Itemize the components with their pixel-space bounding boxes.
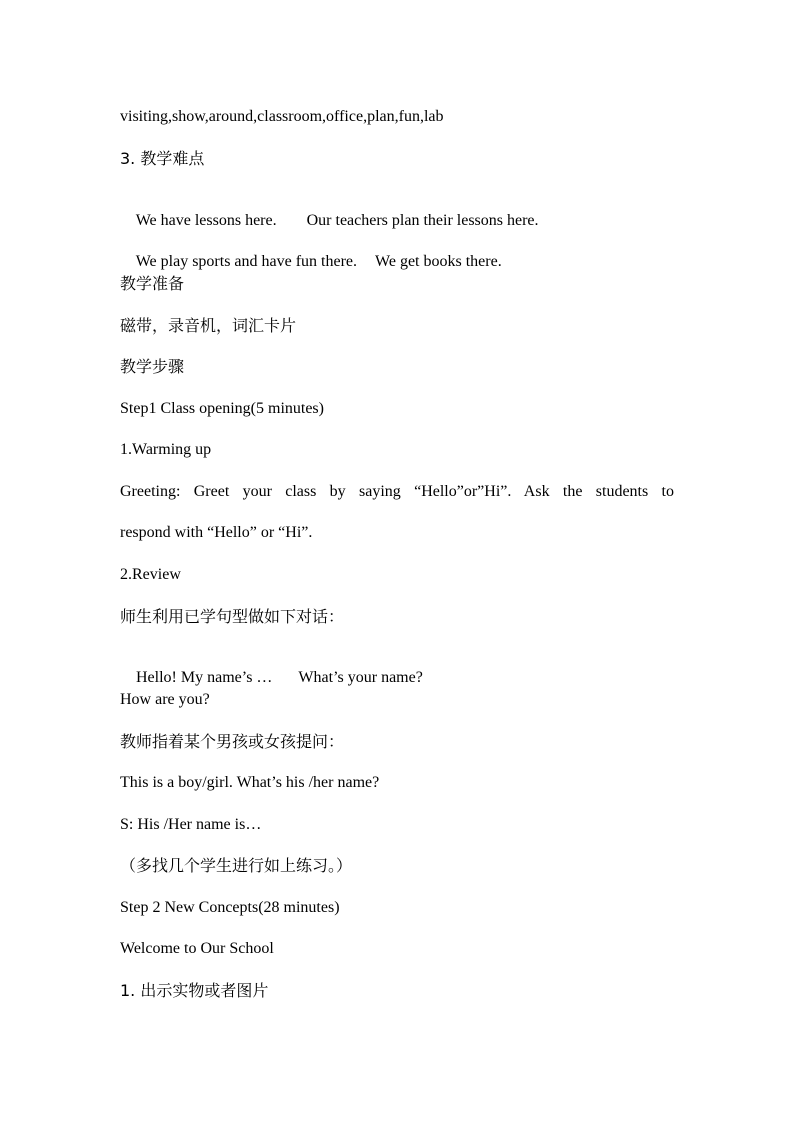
review-heading: 2.Review: [120, 566, 181, 583]
greeting-instruction-line2: respond with “Hello” or “Hi”.: [120, 524, 313, 541]
lesson-title: Welcome to Our School: [120, 940, 274, 957]
vocabulary-line: visiting,show,around,classroom,office,plan,fun,lab: [120, 108, 444, 125]
warming-up-heading: 1.Warming up: [120, 441, 212, 458]
steps-heading: 教学步骤: [120, 357, 185, 376]
greeting-instruction-line1: Greeting: Greet your class by saying “Hello”or”Hi”. Ask the students to: [120, 483, 674, 500]
question-line: This is a boy/girl. What’s his /her name?: [120, 774, 380, 791]
step2-item1: 1. 出示实物或者图片: [120, 981, 269, 1000]
step2-title: Step 2 New Concepts(28 minutes): [120, 899, 340, 916]
step1-title: Step1 Class opening(5 minutes): [120, 400, 324, 417]
dialogue-line-2: How are you?: [120, 691, 210, 708]
preparation-materials: 磁带，录音机，词汇卡片: [120, 316, 297, 335]
sentence-get-books: We get books there.: [375, 253, 502, 270]
sentence-lessons-here: We have lessons here.: [135, 212, 277, 229]
review-intro: 师生利用已学句型做如下对话：: [120, 607, 345, 626]
sentence-play-sports: We play sports and have fun there.: [135, 253, 358, 270]
dialogue-your-name: What’s your name?: [298, 669, 423, 686]
sentence-teachers-plan: Our teachers plan their lessons here.: [306, 212, 539, 229]
dialogue-my-name: Hello! My name’s …: [136, 669, 273, 686]
answer-line: S: His /Her name is…: [120, 816, 262, 833]
preparation-heading: 教学准备: [120, 274, 185, 293]
practice-note: （多找几个学生进行如上练习。）: [120, 856, 353, 875]
difficulties-heading: 3. 教学难点: [120, 149, 205, 168]
teacher-points-instruction: 教师指着某个男孩或女孩提问：: [120, 732, 345, 751]
